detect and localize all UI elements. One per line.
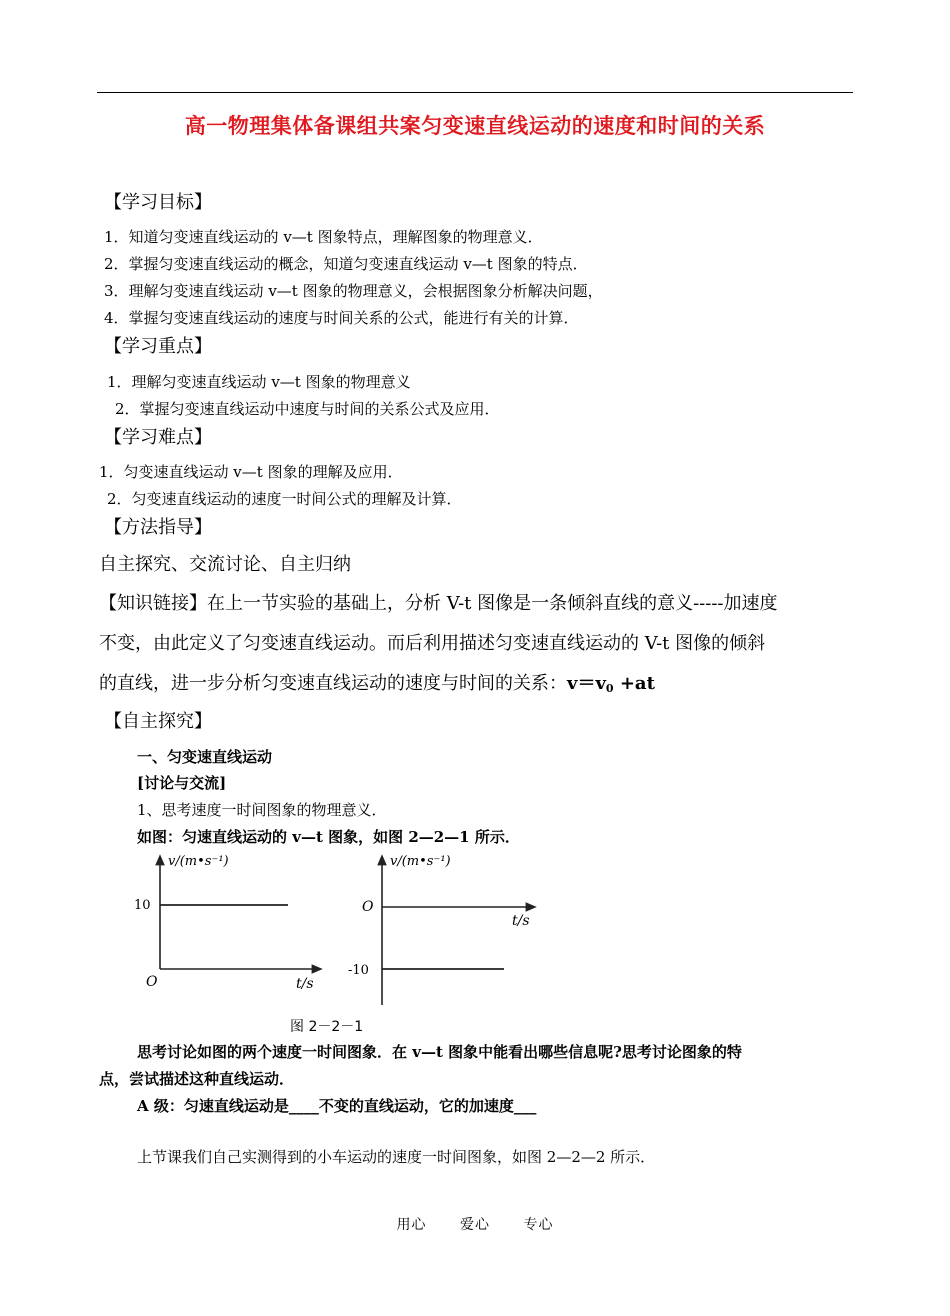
goal-item-4: 4．掌握匀变速直线运动的速度与时间关系的公式，能进行有关的计算． bbox=[104, 309, 579, 327]
knowledge-line-2: 不变，由此定义了匀变速直线运动。而后利用描述匀变速直线运动的 V-t 图像的倾斜 bbox=[99, 633, 766, 654]
left-tick-label: 10 bbox=[134, 898, 151, 913]
right-tick-label: -10 bbox=[348, 963, 369, 978]
velocity-time-graphs bbox=[120, 845, 540, 1040]
formula-part-b: +at bbox=[613, 673, 655, 694]
figure-caption: 图 2－2－1 bbox=[290, 1019, 364, 1035]
header-rule bbox=[97, 92, 853, 93]
last-paragraph: 上节课我们自己实测得到的小车运动的速度一时间图象，如图 2—2—2 所示． bbox=[137, 1148, 656, 1166]
method-text: 自主探究、交流讨论、自主归纳 bbox=[99, 554, 351, 575]
left-graph bbox=[134, 854, 318, 992]
knowledge-line-3 bbox=[99, 669, 655, 695]
formula-part-a: v＝v bbox=[567, 673, 606, 694]
left-origin-label: O bbox=[146, 974, 158, 990]
key-point-item-1: 1．理解匀变速直线运动 v—t 图象的物理意义 bbox=[107, 373, 411, 391]
difficulty-item-1: 1．匀变速直线运动 v—t 图象的理解及应用． bbox=[99, 463, 403, 481]
document-title: 高一物理集体备课组共案匀变速直线运动的速度和时间的关系 bbox=[184, 113, 766, 138]
question-1: 1、思考速度一时间图象的物理意义． bbox=[137, 801, 387, 819]
left-x-label: t/s bbox=[296, 976, 314, 992]
right-graph bbox=[348, 854, 532, 1005]
goals-heading: 【学习目标】 bbox=[104, 192, 212, 213]
method-heading: 【方法指导】 bbox=[104, 517, 212, 538]
discussion-line-2: 点，尝试描述这种直线运动． bbox=[99, 1070, 295, 1088]
footer-item-2: 爱心 bbox=[460, 1217, 490, 1233]
difficulty-item-2: 2．匀变速直线运动的速度一时间公式的理解及计算． bbox=[107, 490, 462, 508]
explore-subheading: 一、匀变速直线运动 bbox=[137, 748, 273, 766]
right-x-label: t/s bbox=[512, 913, 530, 929]
left-y-label: v/(m•s⁻¹) bbox=[168, 854, 229, 869]
explore-heading: 【自主探究】 bbox=[104, 711, 212, 732]
key-points-heading: 【学习重点】 bbox=[104, 336, 212, 357]
key-point-item-2: 2．掌握匀变速直线运动中速度与时间的关系公式及应用． bbox=[115, 400, 500, 418]
goal-item-3: 3．理解匀变速直线运动 v—t 图象的物理意义，会根据图象分析解决问题， bbox=[104, 282, 603, 300]
right-origin-label: O bbox=[362, 899, 374, 915]
level-a-question: A 级：匀速直线运动是____不变的直线运动，它的加速度___ bbox=[137, 1097, 537, 1115]
discussion-heading: [讨论与交流] bbox=[137, 774, 227, 792]
right-y-label: v/(m•s⁻¹) bbox=[390, 854, 451, 869]
knowledge-line-3-text: 的直线，进一步分析匀变速直线运动的速度与时间的关系： bbox=[99, 673, 567, 694]
page-footer bbox=[0, 1214, 950, 1234]
difficulties-heading: 【学习难点】 bbox=[104, 427, 212, 448]
figure-intro: 如图：匀速直线运动的 v—t 图象，如图 2—2—1 所示． bbox=[137, 828, 520, 846]
discussion-line-1: 思考讨论如图的两个速度一时间图象．在 v—t 图象中能看出哪些信息呢?思考讨论图象的特 bbox=[137, 1043, 742, 1061]
goal-item-1: 1．知道匀变速直线运动的 v—t 图象特点，理解图象的物理意义． bbox=[104, 228, 543, 246]
goal-item-2: 2．掌握匀变速直线运动的概念，知道匀变速直线运动 v—t 图象的特点． bbox=[104, 255, 588, 273]
knowledge-line-1: 【知识链接】在上一节实验的基础上，分析 V-t 图像是一条倾斜直线的意义-----加速度 bbox=[99, 593, 778, 614]
formula-subscript: 0 bbox=[605, 682, 614, 695]
velocity-formula bbox=[567, 673, 655, 694]
footer-item-3: 专心 bbox=[523, 1217, 554, 1233]
footer-item-1: 用心 bbox=[396, 1217, 427, 1233]
